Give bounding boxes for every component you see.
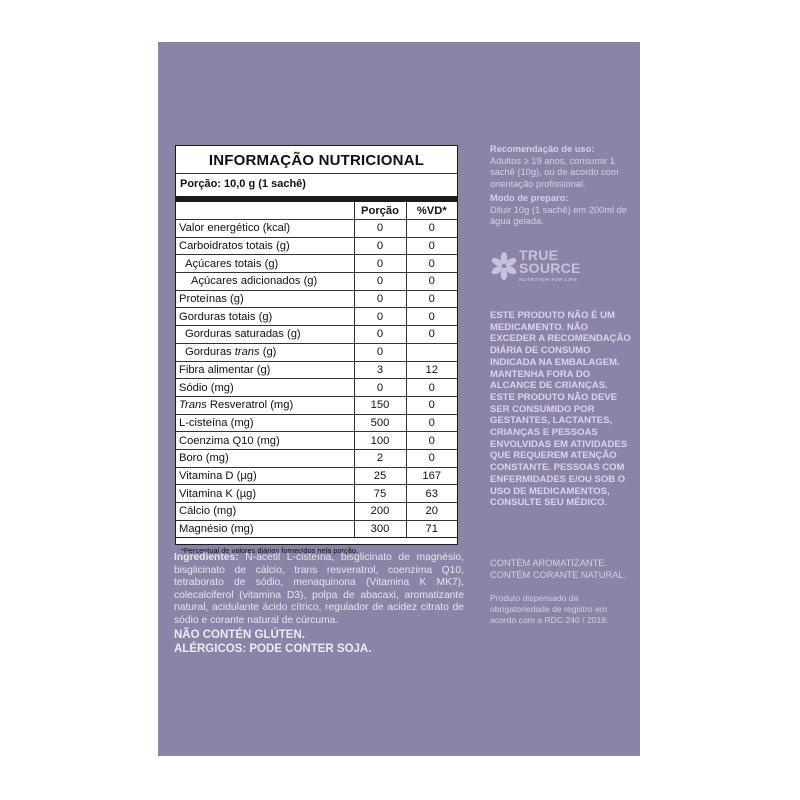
prep-text: Diluir 10g (1 sachê) em 200ml de água gelada. xyxy=(490,204,627,226)
allergens-notice: ALÉRGICOS: PODE CONTER SOJA. xyxy=(174,643,372,655)
nutrient-label xyxy=(176,343,354,361)
table-row xyxy=(176,273,457,291)
nutrition-title: INFORMAÇÃO NUTRICIONAL xyxy=(208,152,425,169)
prep-heading: Modo de preparo: xyxy=(490,193,569,203)
header-vd: %VD* xyxy=(406,202,457,220)
table-row xyxy=(176,361,457,379)
header-portion: Porção xyxy=(354,202,406,220)
table-row xyxy=(176,503,457,521)
nutrient-vd: 12 xyxy=(406,361,457,379)
nutrient-portion: 0 xyxy=(354,237,406,255)
nutrient-label: Cálcio (mg) xyxy=(176,503,354,521)
nutrient-portion: 500 xyxy=(354,414,406,432)
nutrient-label: Coenzima Q10 (mg) xyxy=(176,432,354,450)
table-row xyxy=(176,290,457,308)
nutrient-label: Açúcares adicionados (g) xyxy=(176,273,354,291)
nutrient-portion: 0 xyxy=(354,379,406,397)
ingredients-heading: Ingredientes: xyxy=(174,552,239,563)
ingredients-list: N-acetil L-cisteína, bisglicinato de magnésio, bisglicinato de cálcio, trans resveratrol, coenzima Q10, tetraborato de sódio, menaquinona (Vitamina K MK7), colecalciferol (vitamina D3), polpa de abacaxi, aromatizante natural, acidulante ácido cítrico, regulador de acidez citrato de sódio e corante natural de cúrcuma. xyxy=(174,552,467,626)
nutrient-portion: 0 xyxy=(354,220,406,238)
nutrient-label: Vitamina D (µg) xyxy=(176,467,354,485)
nutrient-label: Vitamina K (µg) xyxy=(176,485,354,503)
table-row xyxy=(176,255,457,273)
nutrient-label: Magnésio (mg) xyxy=(176,520,354,538)
nutrition-grid xyxy=(176,202,457,538)
nutrient-portion: 0 xyxy=(354,343,406,361)
header-nutrient xyxy=(176,202,354,220)
table-row xyxy=(176,237,457,255)
nutrient-label-post: Resveratrol (mg) xyxy=(206,399,294,412)
table-row xyxy=(176,379,457,397)
rec-text: Adultos ≥ 19 anos, consumir 1 sachê (10g), ou de acordo com orientação profissional. xyxy=(490,155,619,189)
nutrient-portion: 150 xyxy=(354,396,406,414)
table-row xyxy=(176,414,457,432)
table-row xyxy=(176,396,457,414)
table-row xyxy=(176,449,457,467)
nutrient-label: Proteínas (g) xyxy=(176,290,354,308)
nutrient-portion: 100 xyxy=(354,432,406,450)
nutrient-label: Açúcares totais (g) xyxy=(176,255,354,273)
nutrient-label: Gorduras saturadas (g) xyxy=(176,326,354,344)
nutrient-portion: 0 xyxy=(354,326,406,344)
brand-name xyxy=(519,249,581,275)
nutrient-label-italic: trans xyxy=(234,346,260,359)
brand-line1: TRUE xyxy=(519,247,559,263)
nutrient-portion: 3 xyxy=(354,361,406,379)
nutrient-label: Carboidratos totais (g) xyxy=(176,237,354,255)
brand-logo xyxy=(490,248,620,290)
nutrient-portion: 0 xyxy=(354,273,406,291)
nutrient-vd: 167 xyxy=(406,467,457,485)
nutrient-vd: 0 xyxy=(406,449,457,467)
nutrient-vd: 0 xyxy=(406,326,457,344)
nutrient-label: Boro (mg) xyxy=(176,449,354,467)
table-row xyxy=(176,220,457,238)
nutrient-label-italic: Trans xyxy=(179,399,207,412)
nutrient-label-post: (g) xyxy=(259,346,277,359)
rec-heading: Recomendação de uso: xyxy=(490,144,595,154)
nutrient-portion: 25 xyxy=(354,467,406,485)
nutrient-vd: 0 xyxy=(406,414,457,432)
ingredients-text xyxy=(174,552,467,627)
gluten-notice: NÃO CONTÉN GLÚTEN. xyxy=(174,629,305,641)
table-row xyxy=(176,343,457,361)
registration-notice: Produto dispensado da obrigatoriedade de registro em acordo com a RDC 240 / 2018. xyxy=(490,593,609,625)
table-row xyxy=(176,326,457,344)
table-row xyxy=(176,308,457,326)
nutrient-vd: 0 xyxy=(406,308,457,326)
table-row xyxy=(176,432,457,450)
nutrient-vd: 0 xyxy=(406,255,457,273)
flavor-notice xyxy=(490,558,635,581)
nutrient-vd: 0 xyxy=(406,237,457,255)
table-row xyxy=(176,485,457,503)
warning-text: ESTE PRODUTO NÃO É UM MEDICAMENTO. NÃO EXCEDER A RECOMENDAÇÃO DIÁRIA DE CONSUMO INDICADA NA EMBALAGEM. MANTENHA FORA DO ALCANCE DE CRIANÇAS. ESTE PRODUTO NÃO DEVE SER CONSUMIDO POR GESTANTES, LACTANTES, CRIANÇAS E PESSOAS ENVOLVIDAS EM ATIVIDADES QUE REQUEREM ATENÇÃO CONSTANTE. PESSOAS COM ENFERMIDADES E/OU SOB O USO DE MEDICAMENTOS, CONSULTE SEU MÉDICO. xyxy=(490,310,631,509)
nutrient-portion: 75 xyxy=(354,485,406,503)
nutrient-label xyxy=(176,396,354,414)
brand-line2: SOURCE xyxy=(519,260,581,276)
nutrition-facts-table xyxy=(175,145,458,556)
nutrient-label-pre: Gorduras xyxy=(185,346,235,359)
flavor-line2: CONTÉM CORANTE NATURAL. xyxy=(490,569,627,580)
nutrient-label: Valor energético (kcal) xyxy=(176,220,354,238)
nutrient-label: Gorduras totais (g) xyxy=(176,308,354,326)
table-row xyxy=(176,467,457,485)
nutrient-portion: 0 xyxy=(354,255,406,273)
nutrient-vd: 20 xyxy=(406,503,457,521)
brand-tagline: NUTRITION FOR LIFE xyxy=(519,278,578,283)
flavor-line1: CONTÉM AROMATIZANTE. xyxy=(490,558,608,568)
nutrition-portion: Porção: 10,0 g (1 sachê) xyxy=(180,178,306,190)
nutrient-vd: 0 xyxy=(406,220,457,238)
nutrient-vd: 0 xyxy=(406,290,457,308)
nutrition-footnote: *Percentual de valores diários fornecidos pela porção. xyxy=(181,546,359,556)
asterisk-flower-icon xyxy=(490,251,518,281)
nutrient-vd: 71 xyxy=(406,520,457,538)
allergen-notice xyxy=(174,628,371,656)
nutrient-label: Fibra alimentar (g) xyxy=(176,361,354,379)
nutrient-vd: 0 xyxy=(406,432,457,450)
nutrient-portion: 0 xyxy=(354,290,406,308)
nutrient-portion: 0 xyxy=(354,308,406,326)
nutrient-vd xyxy=(406,343,457,361)
usage-recommendation xyxy=(490,144,630,228)
nutrient-portion: 200 xyxy=(354,503,406,521)
nutrient-vd: 63 xyxy=(406,485,457,503)
nutrient-vd: 0 xyxy=(406,396,457,414)
nutrient-label: L-cisteína (mg) xyxy=(176,414,354,432)
nutrient-vd: 0 xyxy=(406,379,457,397)
table-row xyxy=(176,520,457,538)
nutrient-portion: 2 xyxy=(354,449,406,467)
nutrient-vd: 0 xyxy=(406,273,457,291)
nutrient-portion: 300 xyxy=(354,520,406,538)
nutrient-label: Sódio (mg) xyxy=(176,379,354,397)
